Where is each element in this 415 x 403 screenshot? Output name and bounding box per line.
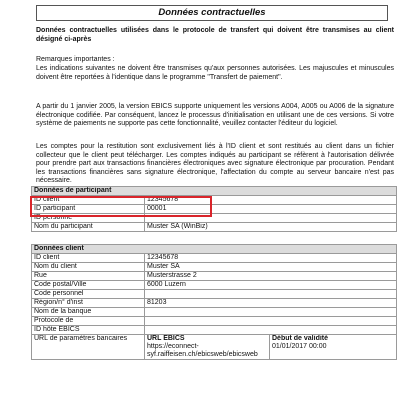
client-value-ebics-host	[145, 326, 397, 335]
client-label-ebics-host: ID hôte EBICS	[32, 326, 145, 335]
client-value-postcode: 6000 Luzern	[145, 281, 397, 290]
remarks-heading: Remarques importantes :	[36, 56, 115, 63]
table-row	[32, 223, 397, 232]
table-row	[32, 205, 397, 214]
validity-value: 01/01/2017 00:00	[272, 343, 327, 350]
client-value-bank-name	[145, 308, 397, 317]
table-row	[32, 308, 397, 317]
participant-label-client-id: ID client	[32, 196, 145, 205]
ebics-url-line2[interactable]: syf.raiffeisen.ch/ebicsweb/ebicsweb	[147, 351, 258, 358]
remarks-text: Les indications suivantes ne doivent être transmises qu'aux personnes autorisées. Les majuscules et minuscules doivent être reportées à l'identique dans le programme "Transfert de paiement".	[36, 65, 394, 81]
page-title: Données contractuelles	[36, 5, 388, 21]
client-value-street: Musterstrasse 2	[145, 272, 397, 281]
table-row	[32, 196, 397, 205]
restitution-paragraph: Les comptes pour la restitution sont exclusivement liés à l'ID client et sont restitués au client dans un fichier collecteur que le client peut télécharger. Les comptes indiqués au participant se réfèrent à l'autorisation délivrée pour prendre part aux transactions financières électroniques avec signature électronique par procuration. Pendant les transactions financières sans signature électronique, l'affectation du compte au serveur bancaire n'est pas nécessaire.	[36, 143, 394, 184]
lead-paragraph: Données contractuelles utilisées dans le protocole de transfert qui doivent être transmises au client désigné ci-après	[36, 27, 394, 43]
client-label-bank-name: Nom de la banque	[32, 308, 145, 317]
validity-cell	[270, 335, 397, 360]
table-row	[32, 290, 397, 299]
client-label-personal-code: Code personnel	[32, 290, 145, 299]
client-label-postcode: Code postal/Ville	[32, 281, 145, 290]
participant-value-name: Muster SA (WinBiz)	[145, 223, 397, 232]
ebics-paragraph: A partir du 1 janvier 2005, la version EBICS supporte uniquement les versions A004, A005 ou A006 de la signature électronique codifiée. Par conséquent, lancez le processus d'initialisation en utilisant une de ces versions. Si votre système de paiements ne supporte pas cette fonctionnalité, veuillez contacter l'éditeur du logiciel.	[36, 103, 394, 127]
ebics-url-line1[interactable]: https://econnect-	[147, 343, 199, 350]
table-row	[32, 326, 397, 335]
participant-label-name: Nom du participant	[32, 223, 145, 232]
participant-label-participant-id: ID participant	[32, 205, 145, 214]
table-row	[32, 335, 397, 360]
client-label-client-id: ID client	[32, 254, 145, 263]
client-table	[31, 244, 397, 360]
client-value-personal-code	[145, 290, 397, 299]
participant-value-participant-id: 00001	[145, 205, 397, 214]
client-label-url: URL de paramètres bancaires	[32, 335, 145, 360]
client-value-region: 81203	[145, 299, 397, 308]
ebics-url-header: URL EBICS	[147, 335, 185, 342]
table-row	[32, 214, 397, 223]
client-label-protocol: Protocole de	[32, 317, 145, 326]
client-label-name: Nom du client	[32, 263, 145, 272]
client-table-header: Données client	[32, 245, 397, 254]
participant-value-person-id	[145, 214, 397, 223]
participant-value-client-id: 12345678	[145, 196, 397, 205]
client-value-name: Muster SA	[145, 263, 397, 272]
validity-header: Début de validité	[272, 335, 329, 342]
ebics-url-cell	[145, 335, 270, 360]
client-label-region: Région/n° d'inst	[32, 299, 145, 308]
table-row	[32, 317, 397, 326]
client-value-client-id: 12345678	[145, 254, 397, 263]
participant-table	[31, 186, 397, 232]
participant-label-person-id: ID personne	[32, 214, 145, 223]
table-row	[32, 272, 397, 281]
client-value-protocol	[145, 317, 397, 326]
table-row	[32, 263, 397, 272]
client-label-street: Rue	[32, 272, 145, 281]
table-row	[32, 254, 397, 263]
table-row	[32, 299, 397, 308]
participant-table-header: Données de participant	[32, 187, 397, 196]
table-row	[32, 281, 397, 290]
